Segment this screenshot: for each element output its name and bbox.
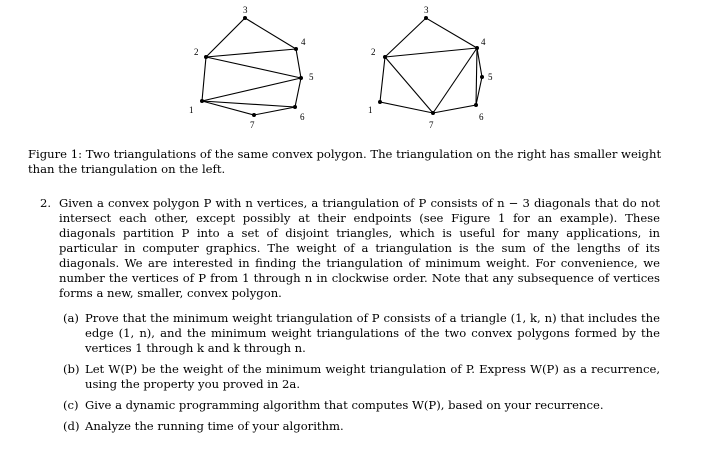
right-diagonal-2-4 — [385, 48, 477, 57]
left-label-1: 1 — [189, 105, 194, 115]
part-d-label: (d) — [63, 419, 80, 433]
right-label-2: 2 — [371, 47, 376, 57]
problem-statement: Given a convex polygon P with n vertices, a triangulation of P consists of n − 3 diagonals that do not intersect each other, except possibly at their endpoints (see Figure 1 for an example). These diagonals partition P into a set of disjoint triangles, which is useful for many applications, in particular in computer graphics. The weight of a triangulation is the sum of the lengths of its diagonals. We are interested in finding the triangulation of minimum weight. For convenience, we number the vertices of P from 1 through n in clockwise order. Note that any subsequence of vertices forms a new, smaller, convex polygon. — [59, 196, 660, 300]
left-label-5: 5 — [309, 72, 314, 82]
right-vertex-labels — [368, 5, 493, 130]
figure-caption: Figure 1: Two triangulations of the same convex polygon. The triangulation on the right has smaller weight than the triangulation on the left. — [28, 147, 662, 176]
right-diagonal-4-7 — [433, 48, 477, 113]
part-a-label: (a) — [63, 311, 79, 325]
right-label-6: 6 — [479, 112, 484, 122]
left-triangulation — [202, 18, 301, 115]
part-c-label: (c) — [63, 398, 79, 412]
part-b-text: Let W(P) be the weight of the minimum weight triangulation of P. Express W(P) as a recurrence, using the property you proved in 2a. — [85, 362, 660, 391]
part-a-text: Prove that the minimum weight triangulation of P consists of a triangle (1, k, n) that includes the edge (1, n), and the minimum weight triangulations of the two convex polygons formed by the vertices 1 through k and k through n. — [85, 311, 660, 355]
left-label-7: 7 — [250, 120, 255, 130]
part-b-label: (b) — [63, 362, 80, 376]
right-label-1: 1 — [368, 105, 373, 115]
left-diagonal-1-6 — [202, 101, 295, 107]
left-diagonal-1-5 — [202, 78, 301, 101]
right-triangulation — [380, 18, 482, 113]
left-diagonal-2-4 — [206, 49, 296, 57]
problem-number: 2. — [40, 196, 52, 210]
part-d — [59, 419, 660, 434]
right-polygon-outline — [380, 18, 482, 113]
part-c — [59, 398, 660, 413]
right-label-4: 4 — [481, 37, 486, 47]
right-label-5: 5 — [488, 72, 493, 82]
right-diagonal-4-6 — [476, 48, 477, 105]
left-label-3: 3 — [243, 5, 248, 15]
problem-parts — [59, 311, 660, 434]
problem-2 — [40, 196, 660, 440]
part-c-text: Give a dynamic programming algorithm that computes W(P), based on your recurrence. — [85, 398, 604, 412]
right-label-7: 7 — [429, 120, 434, 130]
figure-triangulations — [0, 0, 703, 140]
left-label-6: 6 — [300, 112, 305, 122]
part-b — [59, 362, 660, 392]
part-a — [59, 311, 660, 356]
left-label-4: 4 — [301, 37, 306, 47]
left-diagonal-2-5 — [206, 57, 301, 78]
right-label-3: 3 — [424, 5, 429, 15]
left-label-2: 2 — [194, 47, 199, 57]
part-d-text: Analyze the running time of your algorithm. — [85, 419, 344, 433]
right-vertices — [378, 16, 484, 115]
